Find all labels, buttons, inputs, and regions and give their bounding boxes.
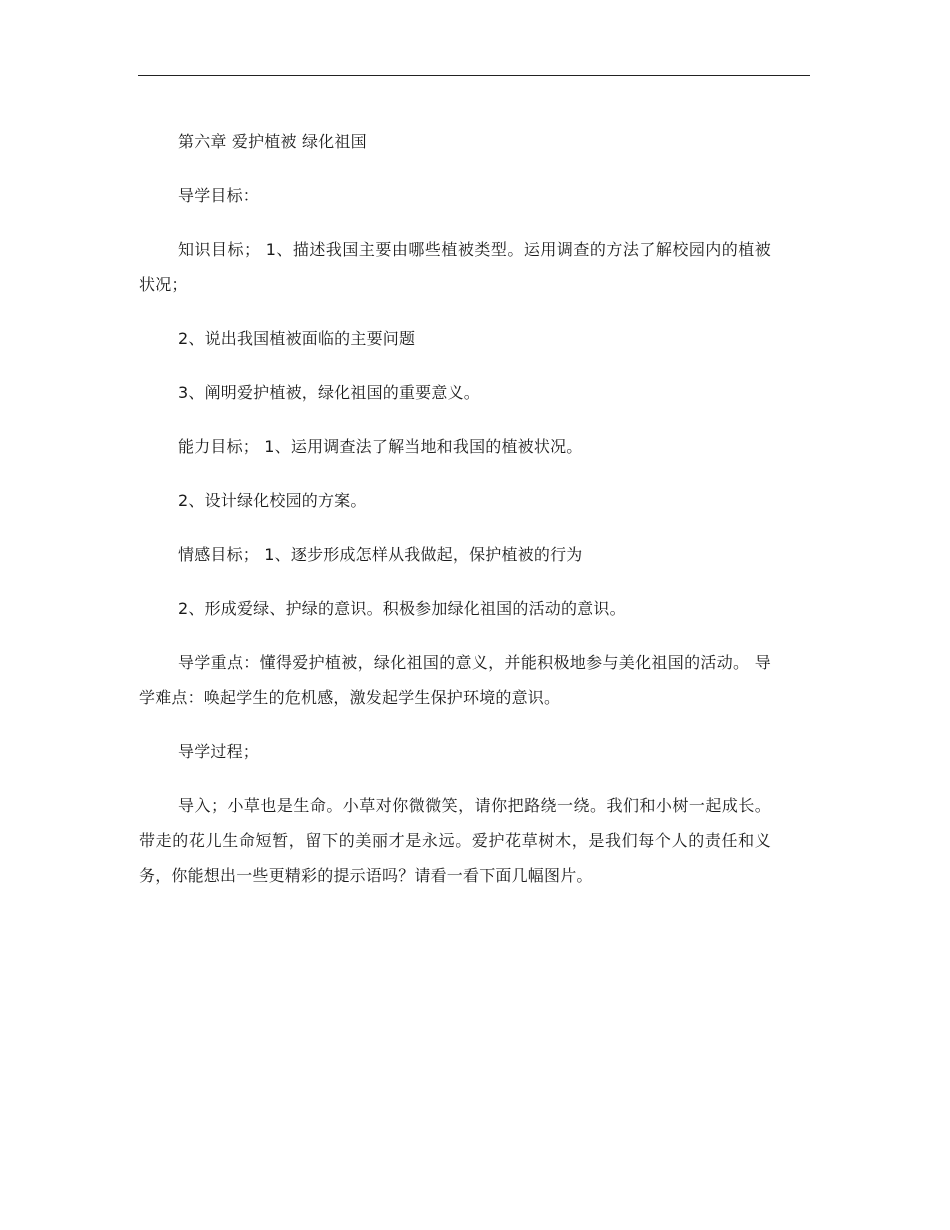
knowledge-goal-3: 3、阐明爱护植被，绿化祖国的重要意义。 [178,383,480,402]
ability-goal-1: 能力目标； 1、运用调查法了解当地和我国的植被状况。 [178,437,583,456]
emotion-goal-2: 2、形成爱绿、护绿的意识。积极参加绿化祖国的活动的意识。 [178,599,626,618]
knowledge-goal-2: 2、说出我国植被面临的主要问题 [178,329,416,348]
ability-goal-2: 2、设计绿化校园的方案。 [178,491,367,510]
chapter-title: 第六章 爱护植被 绿化祖国 [178,132,367,151]
header-rule [138,75,810,76]
document-body [139,124,771,912]
section-heading-process: 导学过程； [178,742,260,761]
knowledge-goal-1: 知识目标； 1、描述我国主要由哪些植被类型。运用调查的方法了解校园内的植被状况； [139,240,771,294]
key-and-difficult-points: 导学重点：懂得爱护植被，绿化祖国的意义，并能积极地参与美化祖国的活动。 导学难点：唤起学生的危机感，激发起学生保护环境的意识。 [139,653,771,707]
emotion-goal-1: 情感目标； 1、逐步形成怎样从我做起，保护植被的行为 [178,545,583,564]
section-heading-goals: 导学目标： [178,186,260,205]
introduction-paragraph: 导入；小草也是生命。小草对你微微笑，请你把路绕一绕。我们和小树一起成长。带走的花儿生命短暂，留下的美丽才是永远。爱护花草树木，是我们每个人的责任和义务，你能想出一些更精彩的提示语吗？请看一看下面几幅图片。 [139,796,771,885]
